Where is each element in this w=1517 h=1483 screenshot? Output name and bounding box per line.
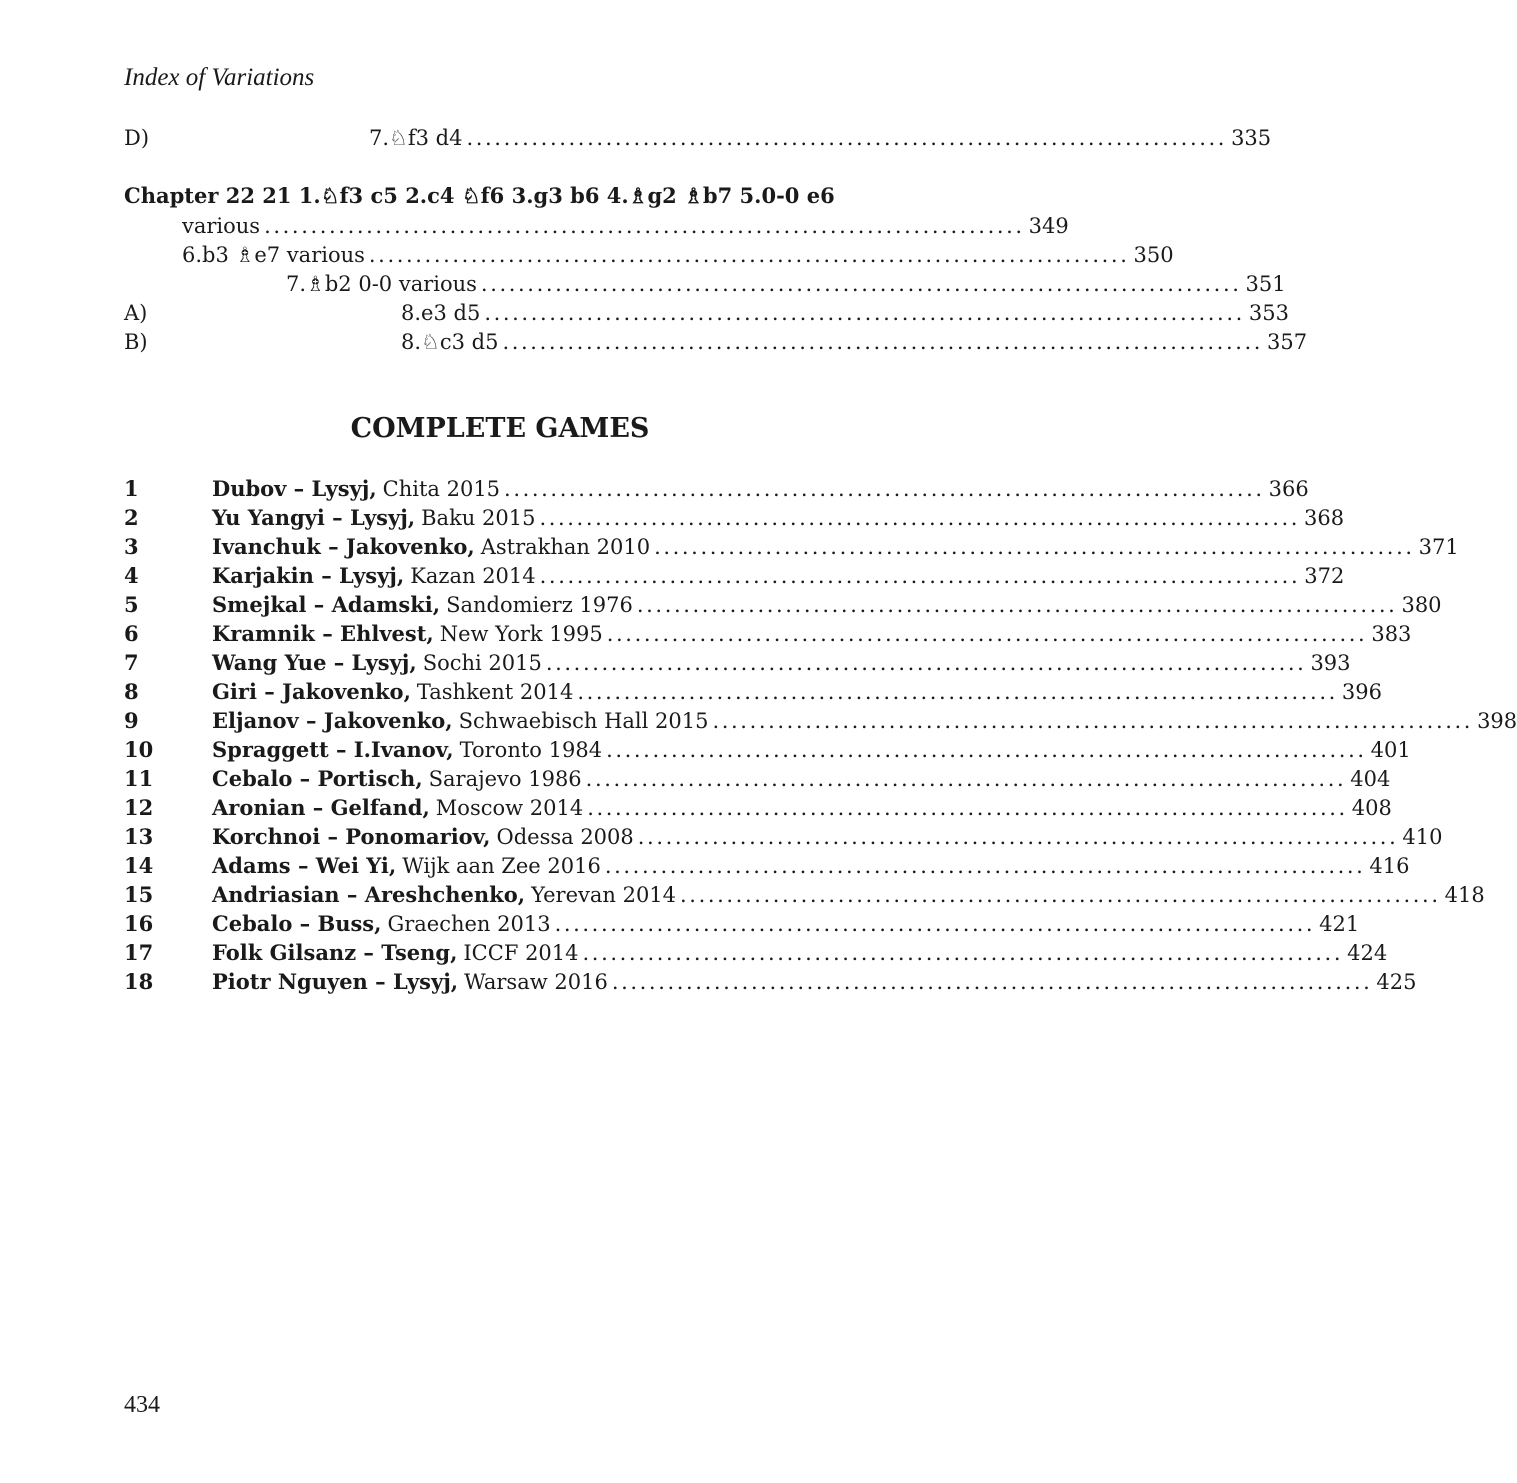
game-row — [124, 619, 1412, 648]
leader-dots: .................................................................................. — [582, 941, 1344, 965]
game-row — [124, 503, 1345, 532]
game-number: 3 — [124, 534, 139, 559]
variation-moves: 7.♗b2 0-0 various — [286, 272, 477, 296]
game-page: 383 — [1371, 622, 1412, 646]
game-page: 418 — [1444, 883, 1485, 907]
game-row — [124, 677, 1382, 706]
game-row — [124, 880, 1485, 909]
game-event: Kazan 2014 — [410, 564, 536, 588]
game-event: Baku 2015 — [421, 506, 536, 530]
variation-moves: 7.♘f3 d4 — [369, 126, 463, 150]
game-page: 425 — [1376, 970, 1417, 994]
leader-dots: .................................................................................. — [504, 477, 1265, 501]
variation-line — [124, 270, 1286, 298]
game-number: 6 — [124, 621, 139, 646]
leader-dots: .................................................................................. — [539, 506, 1301, 530]
game-event: Tashkent 2014 — [416, 680, 574, 704]
leader-dots: .................................................................................. — [606, 738, 1367, 762]
leader-dots: .................................................................................. — [264, 214, 1025, 238]
game-event: Graechen 2013 — [387, 912, 551, 936]
variation-label: D) — [124, 126, 150, 150]
game-players: Dubov – Lysyj, — [212, 476, 377, 501]
game-number: 2 — [124, 505, 139, 530]
game-event: New York 1995 — [439, 622, 603, 646]
variation-moves: various — [182, 214, 261, 238]
game-page: 393 — [1310, 651, 1351, 675]
page-number: 434 — [124, 1392, 160, 1418]
game-event: Astrakhan 2010 — [480, 535, 651, 559]
game-players: Piotr Nguyen – Lysyj, — [212, 969, 459, 994]
variation-page: 350 — [1133, 243, 1174, 267]
section-heading: COMPLETE GAMES — [350, 413, 650, 444]
variation-moves: 8.e3 d5 — [401, 301, 481, 325]
game-players: Eljanov – Jakovenko, — [212, 708, 453, 733]
leader-dots: .................................................................................. — [585, 767, 1347, 791]
game-players: Cebalo – Buss, — [212, 911, 382, 936]
leader-dots: .................................................................................. — [577, 680, 1338, 704]
game-number: 1 — [124, 476, 139, 501]
game-page: 398 — [1477, 709, 1517, 733]
game-row — [124, 706, 1517, 735]
game-players: Andriasian – Areshchenko, — [212, 882, 526, 907]
leader-dots: .................................................................................. — [484, 301, 1245, 325]
variation-page: 351 — [1245, 272, 1286, 296]
game-players: Giri – Jakovenko, — [212, 679, 411, 704]
leader-dots: .................................................................................. — [539, 564, 1301, 588]
game-players: Yu Yangyi – Lysyj, — [212, 505, 416, 530]
game-row — [124, 793, 1392, 822]
game-row — [124, 532, 1459, 561]
game-event: Toronto 1984 — [459, 738, 603, 762]
variation-line — [124, 299, 1289, 327]
game-page: 366 — [1268, 477, 1309, 501]
game-row — [124, 822, 1443, 851]
leader-dots: .................................................................................. — [606, 622, 1368, 646]
variation-line — [124, 241, 1174, 269]
variation-page: 335 — [1231, 126, 1272, 150]
game-page: 408 — [1351, 796, 1392, 820]
variation-label: B) — [124, 330, 148, 354]
game-players: Ivanchuk – Jakovenko, — [212, 534, 475, 559]
game-event: Schwaebisch Hall 2015 — [458, 709, 709, 733]
game-players: Smejkal – Adamski, — [212, 592, 441, 617]
game-number: 17 — [124, 940, 154, 965]
game-page: 416 — [1369, 854, 1410, 878]
game-page: 421 — [1319, 912, 1360, 936]
leader-dots: .................................................................................. — [480, 272, 1242, 296]
leader-dots: .................................................................................. — [368, 243, 1130, 267]
game-row — [124, 938, 1388, 967]
game-number: 14 — [124, 853, 154, 878]
variation-label: A) — [124, 301, 148, 325]
game-page: 404 — [1350, 767, 1391, 791]
game-players: Adams – Wei Yi, — [212, 853, 397, 878]
game-page: 380 — [1401, 593, 1442, 617]
leader-dots: .................................................................................. — [554, 912, 1316, 936]
variation-page: 357 — [1267, 330, 1308, 354]
leader-dots: .................................................................................. — [654, 535, 1415, 559]
game-event: Moscow 2014 — [435, 796, 584, 820]
variation-line — [124, 124, 1272, 152]
leader-dots: .................................................................................. — [636, 593, 1398, 617]
leader-dots: .................................................................................. — [466, 126, 1228, 150]
game-number: 10 — [124, 737, 154, 762]
game-number: 8 — [124, 679, 139, 704]
chapter-heading: Chapter 22 21 1.♘f3 c5 2.c4 ♘f6 3.g3 b6 4.♗g2 ♗b7 5.0-0 e6 — [124, 183, 835, 208]
game-number: 18 — [124, 969, 154, 994]
game-number: 5 — [124, 592, 139, 617]
game-players: Aronian – Gelfand, — [212, 795, 430, 820]
game-row — [124, 851, 1410, 880]
game-number: 7 — [124, 650, 139, 675]
game-page: 424 — [1347, 941, 1388, 965]
game-number: 13 — [124, 824, 154, 849]
game-number: 15 — [124, 882, 154, 907]
game-players: Folk Gilsanz – Tseng, — [212, 940, 458, 965]
game-row — [124, 764, 1391, 793]
leader-dots: .................................................................................. — [604, 854, 1366, 878]
game-event: Sandomierz 1976 — [446, 593, 633, 617]
game-page: 371 — [1418, 535, 1459, 559]
game-number: 9 — [124, 708, 139, 733]
variation-moves: 6.b3 ♗e7 various — [182, 243, 365, 267]
game-event: Wijk aan Zee 2016 — [402, 854, 601, 878]
game-number: 11 — [124, 766, 154, 791]
variation-line — [124, 212, 1069, 240]
leader-dots: .................................................................................. — [680, 883, 1441, 907]
variation-line — [124, 328, 1308, 356]
game-event: Sochi 2015 — [422, 651, 542, 675]
game-row — [124, 561, 1345, 590]
game-event: Warsaw 2016 — [464, 970, 608, 994]
variation-page: 353 — [1248, 301, 1289, 325]
leader-dots: .................................................................................. — [545, 651, 1307, 675]
game-players: Spraggett – I.Ivanov, — [212, 737, 454, 762]
leader-dots: .................................................................................. — [637, 825, 1399, 849]
variation-page: 349 — [1028, 214, 1069, 238]
game-event: Chita 2015 — [382, 477, 501, 501]
game-page: 368 — [1304, 506, 1345, 530]
game-event: Sarajevo 1986 — [428, 767, 582, 791]
game-page: 396 — [1341, 680, 1382, 704]
leader-dots: .................................................................................. — [611, 970, 1373, 994]
game-number: 16 — [124, 911, 154, 936]
game-row — [124, 590, 1442, 619]
game-players: Korchnoi – Ponomariov, — [212, 824, 491, 849]
game-players: Wang Yue – Lysyj, — [212, 650, 417, 675]
game-row — [124, 967, 1417, 996]
game-number: 4 — [124, 563, 139, 588]
game-number: 12 — [124, 795, 154, 820]
game-page: 410 — [1402, 825, 1443, 849]
game-event: Odessa 2008 — [496, 825, 634, 849]
leader-dots: .................................................................................. — [502, 330, 1264, 354]
game-row — [124, 474, 1309, 503]
game-page: 372 — [1304, 564, 1345, 588]
game-players: Kramnik – Ehlvest, — [212, 621, 434, 646]
leader-dots: .................................................................................. — [712, 709, 1474, 733]
game-row — [124, 735, 1411, 764]
game-event: Yerevan 2014 — [531, 883, 677, 907]
variation-moves: 8.♘c3 d5 — [401, 330, 499, 354]
game-players: Cebalo – Portisch, — [212, 766, 423, 791]
leader-dots: .................................................................................. — [587, 796, 1348, 820]
game-row — [124, 648, 1351, 677]
game-players: Karjakin – Lysyj, — [212, 563, 405, 588]
game-row — [124, 909, 1360, 938]
running-head: Index of Variations — [124, 64, 315, 91]
game-page: 401 — [1370, 738, 1411, 762]
game-event: ICCF 2014 — [463, 941, 579, 965]
